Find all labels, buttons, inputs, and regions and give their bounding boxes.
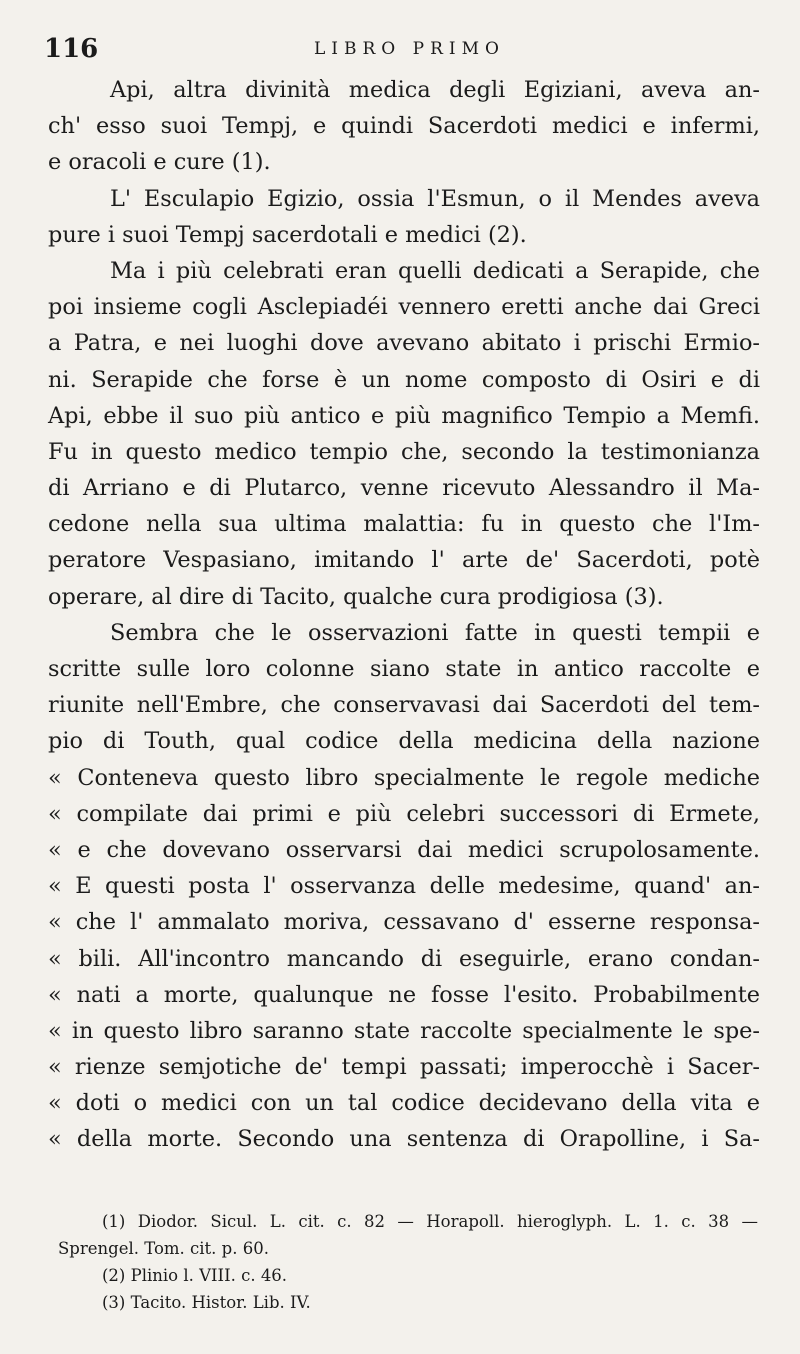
text-line: Ma i più celebrati eran quelli dedicati a Serapide, che xyxy=(110,257,760,284)
text-line: « E questi posta l' osservanza delle medesime, quand' an- xyxy=(48,873,760,900)
text-line: « rienze semjotiche de' tempi passati; imperocchè i Sacer- xyxy=(48,1054,760,1081)
text-line: « che l' ammalato moriva, cessavano d' esserne responsa- xyxy=(48,909,760,936)
text-line: « bili. All'incontro mancando di eseguirle, erano condan- xyxy=(48,945,760,972)
text-line: poi insieme cogli Asclepiadéi vennero eretti anche dai Greci xyxy=(48,294,760,321)
text-line: pio di Touth, qual codice della medicina della nazione xyxy=(48,728,760,755)
footnote-line: (2) Plinio l. VIII. c. 46. xyxy=(102,1266,288,1285)
text-line: « della morte. Secondo una sentenza di Orapolline, i Sa- xyxy=(48,1126,760,1153)
footnotes xyxy=(58,1208,758,1316)
text-line: « nati a morte, qualunque ne fosse l'esito. Probabilmente xyxy=(48,981,760,1008)
text-line: cedone nella sua ultima malattia: fu in questo che l'Im- xyxy=(48,511,760,538)
text-line: e oracoli e cure (1). xyxy=(48,149,271,176)
text-line: operare, al dire di Tacito, qualche cura prodigiosa (3). xyxy=(48,583,664,610)
text-line: Sembra che le osservazioni fatte in questi tempii e xyxy=(110,619,760,646)
footnote-line: Sprengel. Tom. cit. p. 60. xyxy=(58,1239,269,1258)
text-line: « doti o medici con un tal codice decidevano della vita e xyxy=(48,1090,760,1117)
footnote-line: (3) Tacito. Histor. Lib. IV. xyxy=(102,1293,311,1312)
body-text xyxy=(48,72,760,1158)
running-title: LIBRO PRIMO xyxy=(314,39,505,59)
running-head xyxy=(44,32,764,72)
text-line: pure i suoi Tempj sacerdotali e medici (2). xyxy=(48,221,527,248)
page-number: 116 xyxy=(44,34,99,64)
text-line: « e che dovevano osservarsi dai medici scrupolosamente. xyxy=(48,836,760,863)
text-line: L' Esculapio Egizio, ossia l'Esmun, o il Mendes aveva xyxy=(110,185,760,212)
footnote-line: (1) Diodor. Sicul. L. cit. c. 82 — Horapoll. hieroglyph. L. 1. c. 38 — xyxy=(102,1212,758,1231)
text-line: « Conteneva questo libro specialmente le regole mediche xyxy=(48,764,760,791)
text-line: scritte sulle loro colonne siano state in antico raccolte e xyxy=(48,656,760,682)
text-line: a Patra, e nei luoghi dove avevano abitato i prischi Ermio- xyxy=(48,330,760,357)
text-line: Api, altra divinità medica degli Egiziani, aveva an- xyxy=(110,77,760,103)
text-line: ch' esso suoi Tempj, e quindi Sacerdoti medici e infermi, xyxy=(48,113,760,140)
text-line: « in questo libro saranno state raccolte specialmente le spe- xyxy=(48,1017,760,1044)
text-line: Api, ebbe il suo più antico e più magnifico Tempio a Memfi. xyxy=(48,402,760,429)
text-line: riunite nell'Embre, che conservavasi dai Sacerdoti del tem- xyxy=(48,692,760,719)
text-line: ni. Serapide che forse è un nome composto di Osiri e di xyxy=(48,366,760,393)
text-line: peratore Vespasiano, imitando l' arte de' Sacerdoti, potè xyxy=(48,547,760,574)
text-line: di Arriano e di Plutarco, venne ricevuto Alessandro il Ma- xyxy=(48,475,760,502)
text-line: Fu in questo medico tempio che, secondo la testimonianza xyxy=(48,438,760,465)
text-line: « compilate dai primi e più celebri successori di Ermete, xyxy=(48,800,760,827)
